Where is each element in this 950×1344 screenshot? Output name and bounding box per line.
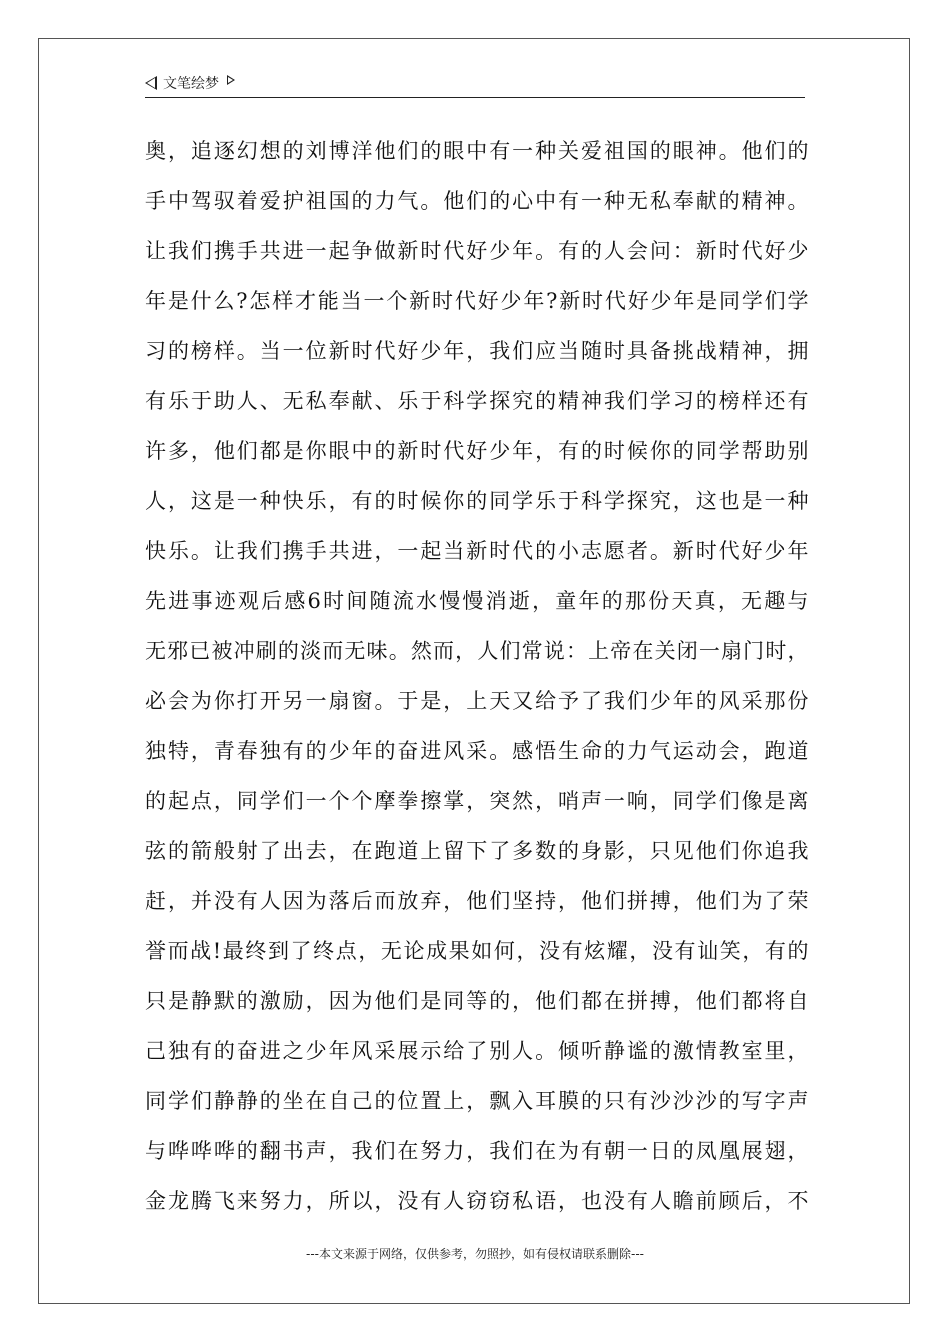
text-line: 让我们携手共进一起争做新时代好少年。有的人会问：新时代好少 (145, 239, 809, 263)
text-line: 人，这是一种快乐，有的时候你的同学乐于科学探究，这也是一种 (145, 489, 809, 513)
text-line: 快乐。让我们携手共进，一起当新时代的小志愿者。新时代好少年 (145, 539, 809, 563)
body-text (145, 126, 809, 1226)
text-line: 必会为你打开另一扇窗。于是，上天又给予了我们少年的风采那份 (145, 689, 809, 713)
text-line: 赶，并没有人因为落后而放弃，他们坚持，他们拼搏，他们为了荣 (145, 889, 809, 913)
text-line: 只是静默的激励，因为他们是同等的，他们都在拼搏，他们都将自 (145, 989, 809, 1013)
text-line: 己独有的奋进之少年风采展示给了别人。倾听静谧的激情教室里， (145, 1039, 809, 1063)
text-line: 誉而战!最终到了终点，无论成果如何，没有炫耀，没有讪笑，有的 (145, 939, 809, 963)
header-title: 文笔绘梦 (163, 76, 219, 92)
text-line: 有乐于助人、无私奉献、乐于科学探究的精神我们学习的榜样还有 (145, 389, 809, 413)
triangle-left-icon (145, 76, 157, 90)
text-line: 的起点，同学们一个个摩拳擦掌，突然，哨声一响，同学们像是离 (145, 789, 809, 813)
text-line: 手中驾驭着爱护祖国的力气。他们的心中有一种无私奉献的精神。 (145, 189, 809, 213)
text-line: 年是什么?怎样才能当一个新时代好少年?新时代好少年是同学们学 (145, 289, 809, 313)
text-line: 先进事迹观后感6时间随流水慢慢消逝，童年的那份天真，无趣与 (145, 589, 809, 613)
text-line: 弦的箭般射了出去，在跑道上留下了多数的身影，只见他们你追我 (145, 839, 809, 863)
text-line: 同学们静静的坐在自己的位置上，飘入耳膜的只有沙沙沙的写字声 (145, 1089, 809, 1113)
text-line: 许多，他们都是你眼中的新时代好少年，有的时候你的同学帮助别 (145, 439, 809, 463)
footer-disclaimer: ---本文来源于网络，仅供参考，勿照抄，如有侵权请联系删除--- (306, 1247, 644, 1261)
triangle-right-icon (227, 75, 235, 85)
text-line: 独特，青春独有的少年的奋进风采。感悟生命的力气运动会，跑道 (145, 739, 809, 763)
text-line: 习的榜样。当一位新时代好少年，我们应当随时具备挑战精神，拥 (145, 339, 809, 363)
page-header (145, 72, 235, 94)
text-line: 无邪已被冲刷的淡而无味。然而，人们常说：上帝在关闭一扇门时， (145, 639, 809, 663)
text-line: 金龙腾飞来努力，所以，没有人窃窃私语，也没有人瞻前顾后，不 (145, 1189, 809, 1213)
text-line: 奥，追逐幻想的刘博洋他们的眼中有一种关爱祖国的眼神。他们的 (145, 139, 809, 163)
text-line: 与哗哗哗的翻书声，我们在努力，我们在为有朝一日的凤凰展翅， (145, 1139, 809, 1163)
header-divider (145, 97, 805, 98)
